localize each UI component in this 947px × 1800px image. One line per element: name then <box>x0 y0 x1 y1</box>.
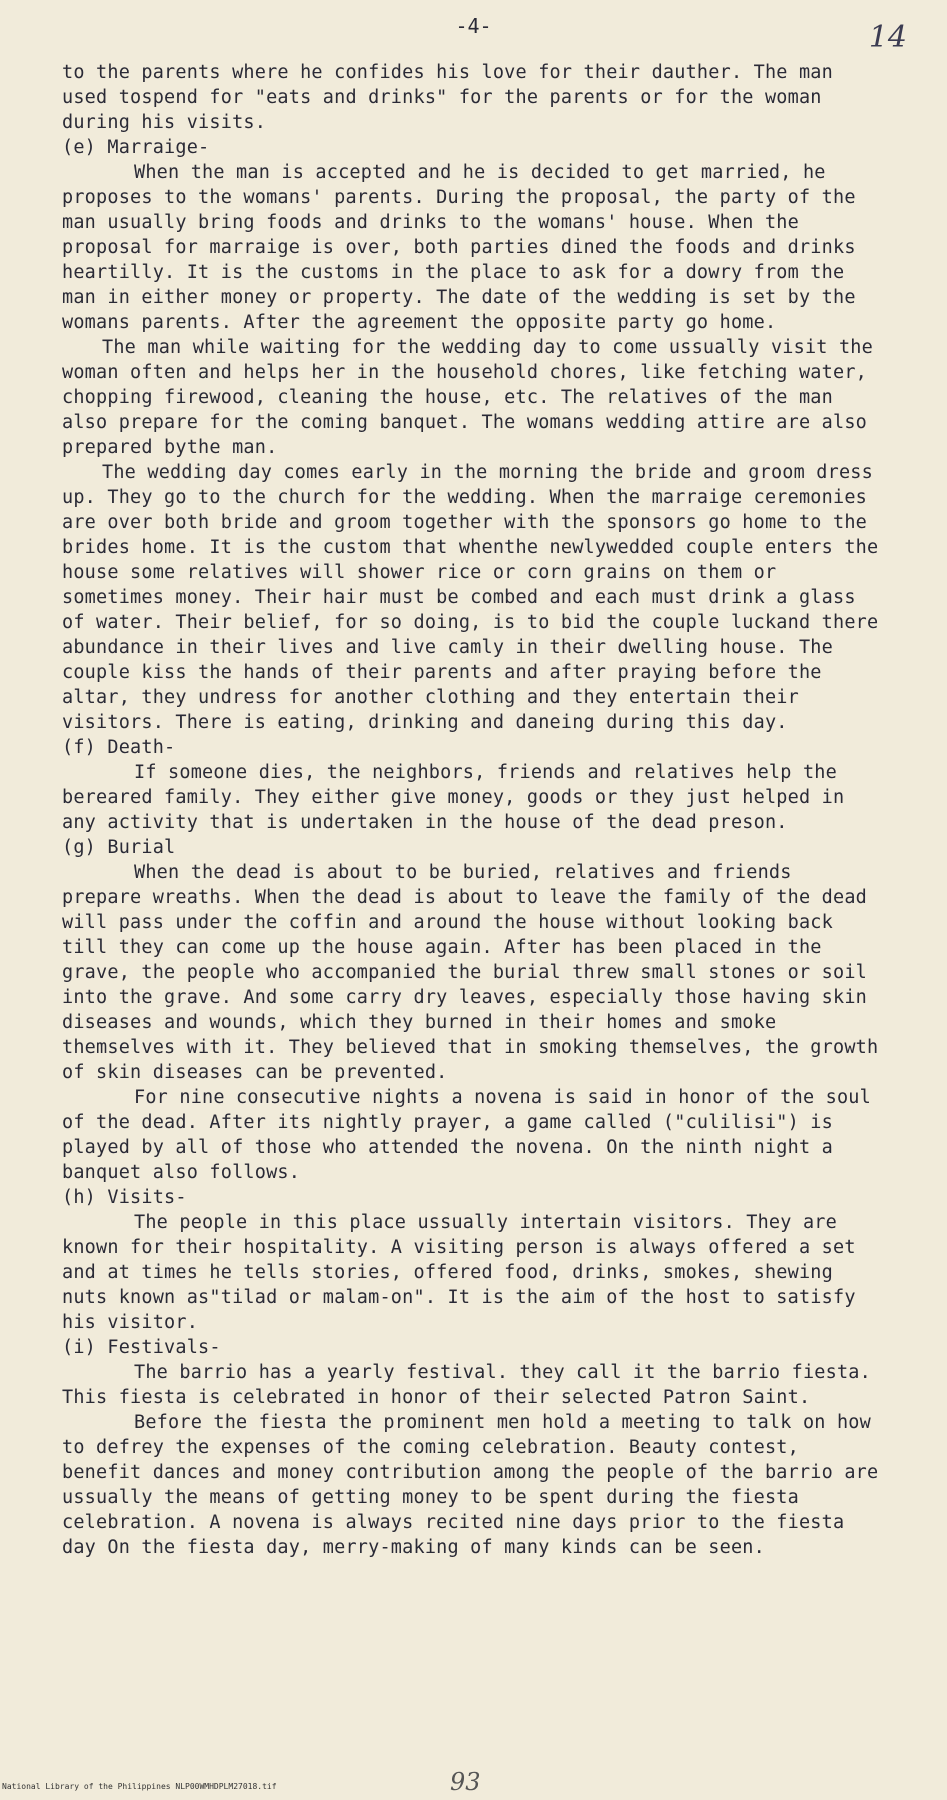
paragraph-festival-prep: Before the fiesta the prominent men hold a meeting to talk on how to defrey the expenses of the coming celebration. Beauty contest, benefit dances and money contribution among the people of the barrio are ussually the means of getting money to be spent during the fiesta celebration. A novena is always recited nine days prior to the fiesta day On the fiesta day, merry-making of many kinds can be seen. <box>62 1412 879 1558</box>
paragraph-wedding-day: The wedding day comes early in the morning the bride and groom dress up. They go to the church for the wedding. When the marraige ceremonies are over both bride and groom together with the sponsors go home to the brides home. It is the custom that whenthe newlywedded couple enters the house some relatives will shower rice or corn grains on them or sometimes money. Their hair must be combed and each must drink a glass of water. Their belief, for so doing, is to bid the couple luckand there abundance in their lives and live camly in their dwelling house. The couple kiss the hands of their parents and after praying before the altar, they undress for another clothing and they entertain their visitors. There is eating, drinking and daneing during this day. <box>62 462 879 733</box>
paragraph-visits: The people in this place ussually intertain visitors. They are known for their hospitality. A visiting person is always offered a set and at times he tells stories, offered food, drinks, smokes, shewing nuts known as"tilad or malam-on". It is the aim of the host to satisfy his visitor. <box>62 1212 856 1333</box>
paragraph-courtship-end: to the parents where he confides his love for their dauther. The man used tospend for "eats and drinks" for the parents or for the woman during his visits. <box>62 62 833 133</box>
document-body <box>62 60 882 1560</box>
paragraph-burial: When the dead is about to be buried, relatives and friends prepare wreaths. When the dead is about to leave the family of the dead will pass under the coffin and around the house without looking back till they can come up the house again. After has been placed in the grave, the people who accompanied the burial threw small stones or soil into the grave. And some carry dry leaves, especially those having skin diseases and wounds, which they burned in their homes and smoke themselves with it. They believed that in smoking themselves, the growth of skin diseases can be prevented. <box>62 862 879 1083</box>
handwritten-page-number: 93 <box>450 1768 481 1796</box>
paragraph-death: If someone dies, the neighbors, friends and relatives help the bereared family. They either give money, goods or they just helped in any activity that is undertaken in the house of the dead preson. <box>62 762 845 833</box>
paragraph-novena: For nine consecutive nights a novena is said in honor of the soul of the dead. After its nightly prayer, a game called ("culilisi") is played by all of those who attended the novena. On the ninth night a banquet also follows. <box>62 1087 871 1183</box>
heading-marriage: (e) Marraige- <box>62 137 210 158</box>
heading-death: (f) Death- <box>62 737 176 758</box>
page-number: -4- <box>455 14 492 38</box>
paragraph-marriage-proposal: When the man is accepted and he is decided to get married, he proposes to the womans' parents. During the proposal, the party of the man usually bring foods and drinks to the womans' house. When the proposal for marraige is over, both parties dined the foods and drinks heartilly. It is the customs in the place to ask for a dowry from the man in either money or property. The date of the wedding is set by the womans parents. After the agreement the opposite party go home. <box>62 162 856 333</box>
heading-burial: (g) Burial <box>62 837 176 858</box>
paragraph-marriage-waiting: The man while waiting for the wedding day to come ussually visit the woman often and helps her in the household chores, like fetching water, chopping firewood, cleaning the house, etc. The relatives of the man also prepare for the coming banquet. The womans wedding attire are also prepared bythe man. <box>62 337 873 458</box>
heading-visits: (h) Visits- <box>62 1187 187 1208</box>
paragraph-festival-intro: The barrio has a yearly festival. they call it the barrio fiesta. This fiesta is celebrated in honor of their selected Patron Saint. <box>62 1362 871 1408</box>
folio-number: 14 <box>868 20 907 55</box>
heading-festivals: (i) Festivals- <box>62 1337 221 1358</box>
archive-caption: National Library of the Philippines NLP00WMHDPLM27018.tif <box>2 1782 277 1791</box>
